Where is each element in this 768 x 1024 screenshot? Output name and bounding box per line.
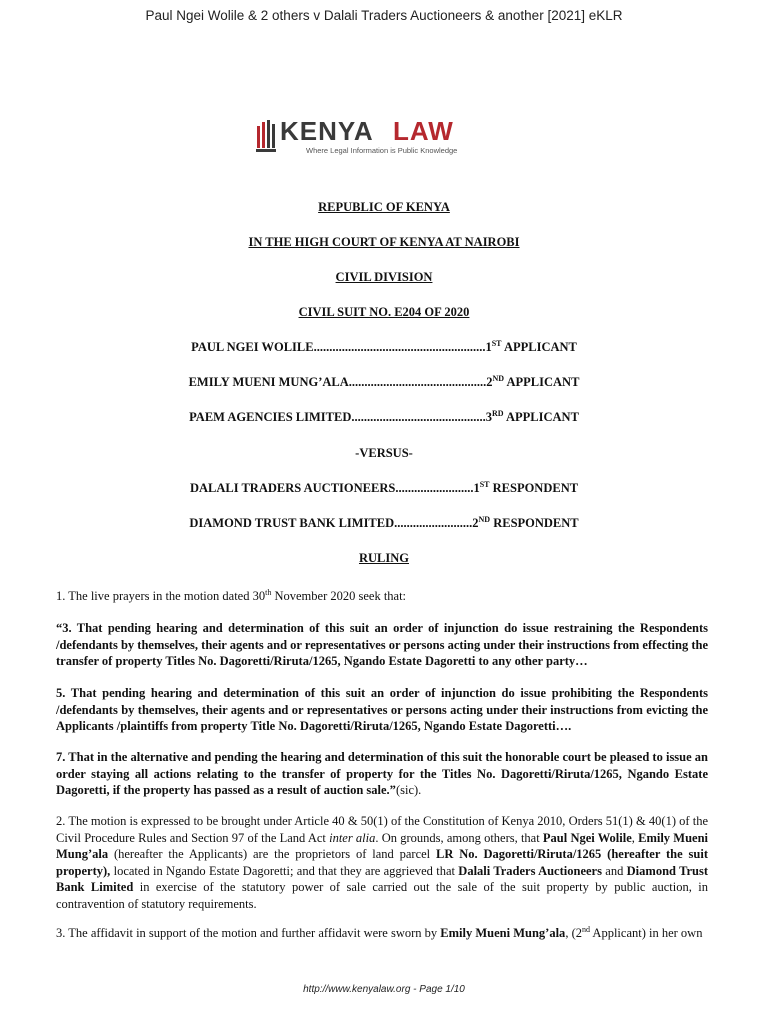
party-applicant-2 [0, 374, 768, 390]
logo-word-kenya: KENYA [280, 116, 374, 146]
party-applicant-3 [0, 409, 768, 425]
party-name: DALALI TRADERS AUCTIONEERS.........................1 [189, 481, 480, 496]
party-name: EMILY MUENI MUNG’ALA............................................2 [188, 375, 493, 390]
heading-suit-number: CIVIL SUIT NO. E204 OF 2020 [298, 305, 470, 319]
text-run-bold: Emily Mueni Mung’ala [56, 830, 708, 861]
text-run: located in Ngando Estate Dagoretti; and that they are aggrieved that [110, 863, 459, 878]
prayer-3: “3. That pending hearing and determination of this suit an order of injunction do issue restraining the Respondents /defendants by themselves, their agents and or representatives or persons acting under their instructions from effecting the transfer of property Titles No. Dagoretti/Riruta/1265, Ngando Estate Dagoretti to any other party… [56, 621, 708, 668]
text-superscript: th [265, 588, 272, 597]
party-name: PAEM AGENCIES LIMITED...........................................3 [189, 410, 492, 425]
party-ordinal: ND [492, 374, 505, 383]
party-role: APPLICANT [504, 375, 580, 390]
party-ordinal: RD [492, 409, 504, 418]
text-run: (sic). [395, 783, 422, 797]
party-respondent-2 [0, 515, 768, 531]
party-applicant-1 [0, 339, 768, 355]
text-run-bold: Paul Ngei Wolile [542, 830, 632, 845]
text-run: and [601, 863, 627, 878]
text-run: 1. The live prayers in the motion dated 30 [56, 589, 266, 604]
text-run: in exercise of the statutory power of sale carried out the sale of the suit property by public auction, in contravention of statutory requirements. [56, 880, 708, 911]
heading-court: IN THE HIGH COURT OF KENYA AT NAIROBI [248, 235, 520, 249]
heading-division: CIVIL DIVISION [335, 270, 433, 284]
party-role: RESPONDENT [490, 516, 579, 531]
paragraph-2 [56, 813, 708, 912]
text-run: (hereafter the Applicants) are the proprietors of land parcel [108, 847, 437, 861]
prayer-7 [56, 749, 708, 799]
text-run-bold: 7. That in the alternative and pending the hearing and determination of this suit the honorable court be pleased to issue an order staying all actions relating to the transfer of property for the Titles No. Dagoretti/Riruta/1265, Ngando Estate Dagoretti, if the property has passed as a result of auction sale.” [56, 750, 708, 797]
text-run-italic: inter alia [329, 830, 376, 845]
text-run: . On grounds, among others, that [375, 830, 543, 845]
party-name: DIAMOND TRUST BANK LIMITED.........................2 [189, 516, 479, 531]
party-ordinal: ST [491, 339, 502, 348]
party-role: APPLICANT [503, 410, 579, 425]
kenya-law-logo [256, 116, 466, 158]
page-footer: http://www.kenyalaw.org - Page 1/10 [303, 984, 465, 995]
text-run: , (2 [565, 926, 582, 941]
party-role: RESPONDENT [489, 481, 579, 496]
party-ordinal: ND [478, 515, 491, 524]
paragraph-1 [56, 585, 708, 605]
logo-word-law: LAW [393, 116, 454, 146]
party-name: PAUL NGEI WOLILE.......................................................1 [191, 340, 492, 355]
heading-ruling: RULING [358, 551, 409, 565]
text-run: 3. The affidavit in support of the motion and further affidavit were sworn by [56, 926, 441, 941]
text-run: 2. The motion is expressed to be brought under Article 40 & 50(1) of the Constitution of Kenya 2010, Orders 51(1) & 40(1) of the Civil Procedure Rules and Section 97 of the Land Act [56, 814, 708, 845]
party-ordinal: ST [479, 480, 490, 489]
prayer-5: 5. That pending hearing and determination of this suit an order of injunction do issue prohibiting the Respondents /defendants by themselves, their agents and or representatives or persons acting under their instructions from evicting the Applicants /plaintiffs from property Title No. Dagoretti/Riruta/1265, Ngando Estate Dagoretti…. [56, 686, 708, 733]
text-run: , [631, 830, 639, 845]
versus-label: -VERSUS- [355, 446, 413, 460]
paragraph-3 [56, 922, 708, 942]
text-run-bold: LR No. Dagoretti/Riruta/1265 (hereafter the suit property), [56, 847, 708, 878]
text-run-bold: Dalali Traders Auctioneers [458, 863, 602, 878]
document-header-title: Paul Ngei Wolile & 2 others v Dalali Traders Auctioneers & another [2021] eKLR [145, 8, 623, 23]
text-run: Applicant) in her own [589, 926, 703, 941]
party-role: APPLICANT [501, 340, 577, 355]
logo-tagline: Where Legal Information is Public Knowledge [306, 146, 458, 155]
text-run-bold: Emily Mueni Mung’ala [440, 926, 566, 941]
text-run-bold: Diamond Trust Bank Limited [56, 863, 709, 894]
kenya-law-logo-icon [256, 118, 276, 154]
heading-republic: REPUBLIC OF KENYA [318, 200, 450, 214]
party-respondent-1 [0, 480, 768, 496]
text-superscript: nd [581, 925, 590, 934]
text-run: November 2020 seek that: [271, 589, 407, 604]
